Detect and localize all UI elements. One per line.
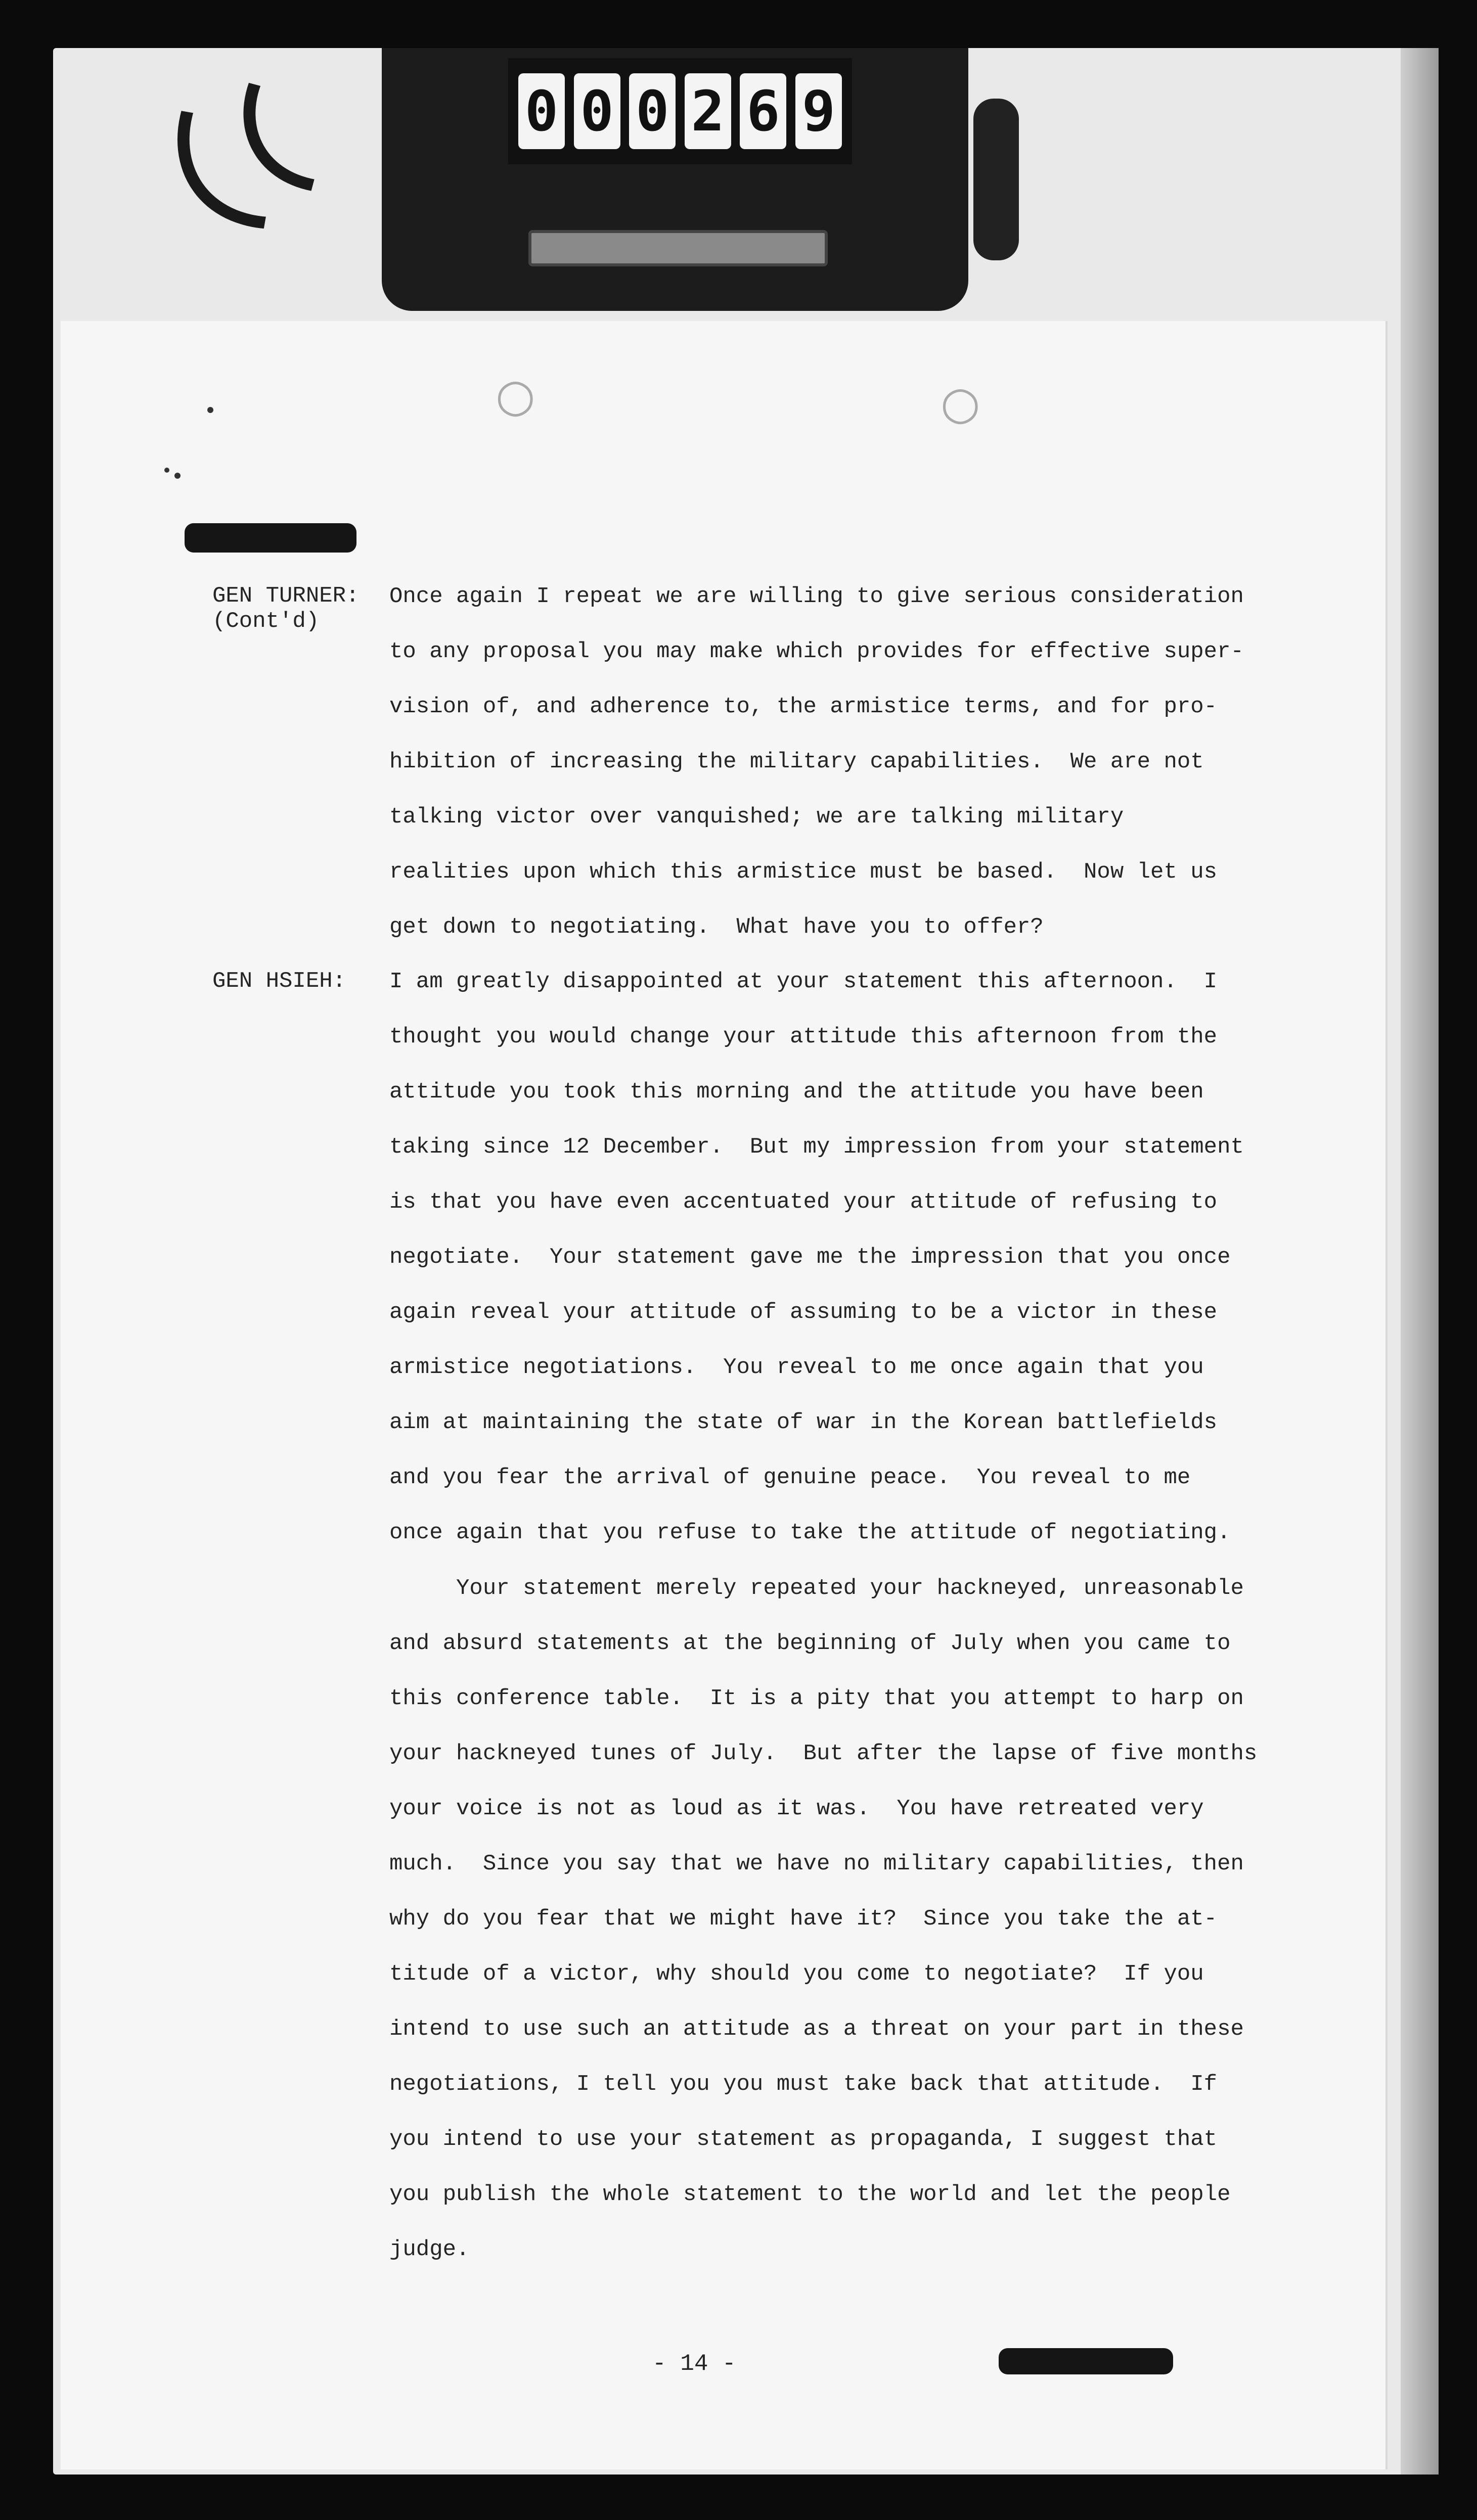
speaker-label-hsieh: GEN HSIEH: bbox=[212, 969, 346, 994]
text-line: your hackneyed tunes of July. But after the lapse of five months bbox=[389, 1741, 1258, 1766]
text-line: I am greatly disappointed at your statement this afternoon. I bbox=[389, 969, 1218, 994]
text-line: taking since 12 December. But my impression from your statement bbox=[389, 1134, 1244, 1160]
text-line: you publish the whole statement to the world and let the people bbox=[389, 2182, 1231, 2207]
text-line: get down to negotiating. What have you to offer? bbox=[389, 914, 1044, 940]
frame-counter-window bbox=[508, 58, 852, 164]
redacted-classification-marking bbox=[999, 2348, 1173, 2374]
counter-plate bbox=[528, 230, 828, 266]
text-line: talking victor over vanquished; we are talking military bbox=[389, 804, 1124, 830]
counter-digit: 9 bbox=[795, 73, 842, 149]
speck bbox=[207, 407, 213, 413]
text-line: why do you fear that we might have it? Since you take the at- bbox=[389, 1906, 1218, 1932]
speaker-label-continued: (Cont'd) bbox=[212, 609, 320, 634]
frame-counter-device bbox=[382, 48, 968, 311]
text-line: attitude you took this morning and the attitude you have been bbox=[389, 1079, 1204, 1105]
text-line: armistice negotiations. You reveal to me once again that you bbox=[389, 1355, 1204, 1380]
backboard-edge bbox=[1401, 48, 1439, 2475]
redacted-classification-marking bbox=[185, 523, 356, 553]
counter-digit: 0 bbox=[518, 73, 565, 149]
text-line: to any proposal you may make which provides for effective super- bbox=[389, 639, 1244, 664]
text-line: and absurd statements at the beginning of July when you came to bbox=[389, 1631, 1231, 1656]
counter-digit: 2 bbox=[685, 73, 731, 149]
counter-digit: 0 bbox=[629, 73, 676, 149]
text-line: hibition of increasing the military capabilities. We are not bbox=[389, 749, 1204, 774]
text-line: judge. bbox=[389, 2237, 470, 2262]
speck bbox=[164, 468, 169, 473]
counter-digit: 6 bbox=[740, 73, 786, 149]
punch-hole-mark: ○ bbox=[941, 377, 980, 430]
text-line: your voice is not as loud as it was. You have retreated very bbox=[389, 1796, 1204, 1821]
text-line: you intend to use your statement as propaganda, I suggest that bbox=[389, 2127, 1218, 2152]
text-line: once again that you refuse to take the attitude of negotiating. bbox=[389, 1520, 1231, 1545]
text-line: titude of a victor, why should you come to negotiate? If you bbox=[389, 1961, 1204, 1987]
text-line: this conference table. It is a pity that you attempt to harp on bbox=[389, 1686, 1244, 1711]
text-line: thought you would change your attitude this afternoon from the bbox=[389, 1024, 1218, 1049]
text-line: much. Since you say that we have no military capabilities, then bbox=[389, 1851, 1244, 1876]
text-line: negotiate. Your statement gave me the impression that you once bbox=[389, 1245, 1231, 1270]
text-line: realities upon which this armistice must be based. Now let us bbox=[389, 859, 1218, 885]
text-line: and you fear the arrival of genuine peace. You reveal to me bbox=[389, 1465, 1191, 1490]
text-line: Your statement merely repeated your hackneyed, unreasonable bbox=[389, 1576, 1244, 1601]
counter-knob bbox=[973, 99, 1019, 260]
speaker-label-turner: GEN TURNER: bbox=[212, 583, 360, 609]
page-number: - 14 - bbox=[652, 2351, 736, 2377]
text-line: vision of, and adherence to, the armistice terms, and for pro- bbox=[389, 694, 1218, 719]
document-page bbox=[61, 321, 1385, 2469]
text-line: negotiations, I tell you you must take back that attitude. If bbox=[389, 2072, 1218, 2097]
text-line: again reveal your attitude of assuming to be a victor in these bbox=[389, 1300, 1218, 1325]
text-line: intend to use such an attitude as a threat on your part in these bbox=[389, 2017, 1244, 2042]
text-line: Once again I repeat we are willing to give serious consideration bbox=[389, 584, 1244, 609]
speck bbox=[174, 473, 181, 479]
counter-digit: 0 bbox=[574, 73, 620, 149]
text-line: aim at maintaining the state of war in the Korean battlefields bbox=[389, 1410, 1218, 1435]
punch-hole-mark: ○ bbox=[496, 369, 535, 422]
text-line: is that you have even accentuated your attitude of refusing to bbox=[389, 1189, 1218, 1215]
